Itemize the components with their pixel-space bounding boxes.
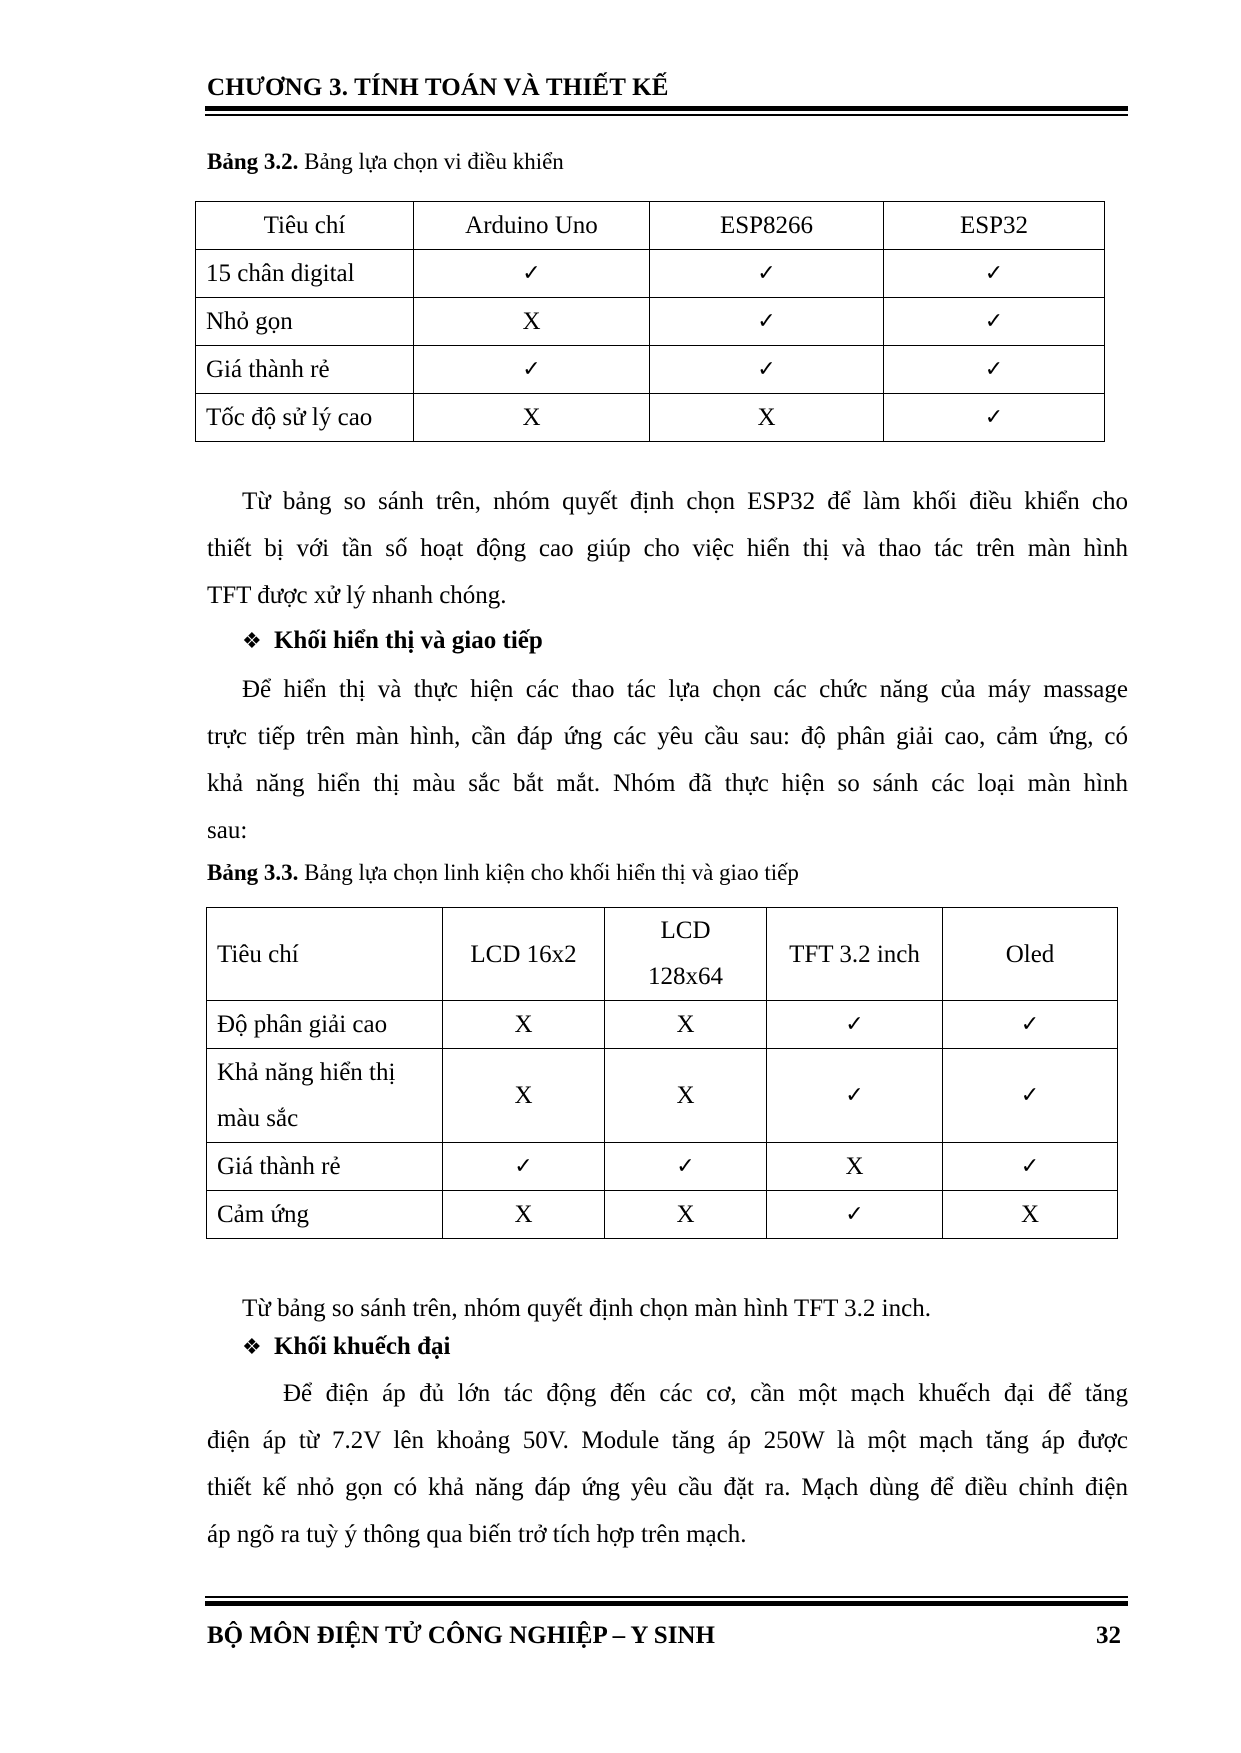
column-header: Tiêu chí xyxy=(207,908,443,1001)
row-criterion: Tốc độ sử lý cao xyxy=(196,394,414,442)
row-criterion: Nhỏ gọn xyxy=(196,298,414,346)
check-icon: ✓ xyxy=(884,346,1105,394)
paragraph-tft-choice: Từ bảng so sánh trên, nhóm quyết định chọn màn hình TFT 3.2 inch. xyxy=(242,1295,931,1322)
column-header-lcd-128x64 xyxy=(605,908,767,1001)
cross-mark: X xyxy=(767,1143,943,1191)
check-icon: ✓ xyxy=(650,346,884,394)
page-number: 32 xyxy=(1096,1622,1121,1649)
check-icon: ✓ xyxy=(767,1191,943,1239)
criterion-line: Khả năng hiển thị xyxy=(217,1058,396,1086)
table2-caption-label: Bảng 3.3. xyxy=(207,860,299,885)
cross-mark: X xyxy=(943,1191,1118,1239)
row-criterion: 15 chân digital xyxy=(196,250,414,298)
check-icon: ✓ xyxy=(767,1049,943,1143)
table-row xyxy=(207,1001,1118,1049)
criterion-line: màu sắc xyxy=(217,1104,299,1132)
cross-mark: X xyxy=(605,1191,767,1239)
table1-caption-label: Bảng 3.2. xyxy=(207,149,299,174)
row-criterion: Giá thành rẻ xyxy=(207,1143,443,1191)
column-header: TFT 3.2 inch xyxy=(767,908,943,1001)
cross-mark: X xyxy=(443,1191,605,1239)
table-row xyxy=(207,1143,1118,1191)
text-line: trực tiếp trên màn hình, cần đáp ứng các yêu cầu sau: độ phân giải cao, cảm ứng, có xyxy=(207,723,1128,750)
column-header: Arduino Uno xyxy=(414,202,650,250)
cross-mark: X xyxy=(650,394,884,442)
column-header: LCD 16x2 xyxy=(443,908,605,1001)
header-line: LCD xyxy=(660,917,711,944)
text-line: Để hiển thị và thực hiện các thao tác lựa chọn các chức năng của máy massage xyxy=(242,676,1128,703)
check-icon: ✓ xyxy=(767,1001,943,1049)
text-line: áp ngõ ra tuỳ ý thông qua biến trở tích hợp trên mạch. xyxy=(207,1521,747,1548)
text-line: Để điện áp đủ lớn tác động đến các cơ, cần một mạch khuếch đại để tăng xyxy=(283,1380,1128,1407)
paragraph-display-requirements xyxy=(207,666,1128,854)
table-row xyxy=(196,298,1105,346)
row-criterion: Độ phân giải cao xyxy=(207,1001,443,1049)
check-icon: ✓ xyxy=(884,250,1105,298)
table-row xyxy=(196,346,1105,394)
paragraph-amplifier xyxy=(207,1370,1128,1558)
diamond-bullet-icon: ❖ xyxy=(242,1335,262,1360)
row-criterion: Giá thành rẻ xyxy=(196,346,414,394)
text-line: thiết bị với tần số hoạt động cao giúp cho việc hiển thị và thao tác trên màn hình xyxy=(207,535,1128,562)
display-component-table xyxy=(206,907,1118,1239)
cross-mark: X xyxy=(414,298,650,346)
header-rule-thick xyxy=(205,106,1128,111)
check-icon: ✓ xyxy=(443,1143,605,1191)
table-row xyxy=(196,250,1105,298)
paragraph-esp32-choice xyxy=(207,478,1128,619)
cross-mark: X xyxy=(443,1001,605,1049)
check-icon: ✓ xyxy=(884,298,1105,346)
table-header-row xyxy=(207,908,1118,1001)
table2-caption-text: Bảng lựa chọn linh kiện cho khối hiển thị và giao tiếp xyxy=(304,860,799,885)
table2-caption xyxy=(207,860,799,886)
row-criterion xyxy=(207,1049,443,1143)
row-criterion: Cảm ứng xyxy=(207,1191,443,1239)
table-row xyxy=(207,1191,1118,1239)
table-row xyxy=(207,1049,1118,1143)
check-icon: ✓ xyxy=(943,1001,1118,1049)
section-heading-display xyxy=(242,627,543,655)
page-header-title: CHƯƠNG 3. TÍNH TOÁN VÀ THIẾT KẾ xyxy=(207,74,669,101)
text-line: thiết kế nhỏ gọn có khả năng đáp ứng yêu cầu đặt ra. Mạch dùng để điều chỉnh điện xyxy=(207,1474,1128,1501)
footer-rule-thick xyxy=(205,1601,1128,1606)
table1-caption-text: Bảng lựa chọn vi điều khiển xyxy=(304,149,564,174)
check-icon: ✓ xyxy=(605,1143,767,1191)
text-line: sau: xyxy=(207,817,248,844)
check-icon: ✓ xyxy=(943,1143,1118,1191)
section-heading-amplifier xyxy=(242,1333,450,1361)
cross-mark: X xyxy=(605,1049,767,1143)
header-rule-thin xyxy=(205,114,1128,116)
check-icon: ✓ xyxy=(650,250,884,298)
text-line: khả năng hiển thị màu sắc bắt mắt. Nhóm đã thực hiện so sánh các loại màn hình xyxy=(207,770,1128,797)
check-icon: ✓ xyxy=(943,1049,1118,1143)
diamond-bullet-icon: ❖ xyxy=(242,629,262,654)
cross-mark: X xyxy=(605,1001,767,1049)
check-icon: ✓ xyxy=(884,394,1105,442)
check-icon: ✓ xyxy=(650,298,884,346)
column-header: Tiêu chí xyxy=(196,202,414,250)
table-row xyxy=(196,394,1105,442)
table1-caption xyxy=(207,149,564,175)
text-line: điện áp từ 7.2V lên khoảng 50V. Module tăng áp 250W là một mạch tăng áp được xyxy=(207,1427,1128,1454)
cross-mark: X xyxy=(414,394,650,442)
section-title: Khối khuếch đại xyxy=(273,1333,451,1360)
section-title: Khối hiển thị và giao tiếp xyxy=(273,627,543,654)
table-header-row xyxy=(196,202,1105,250)
column-header: ESP8266 xyxy=(650,202,884,250)
text-line: TFT được xử lý nhanh chóng. xyxy=(207,582,507,609)
cross-mark: X xyxy=(443,1049,605,1143)
microcontroller-table xyxy=(195,201,1105,442)
column-header: Oled xyxy=(943,908,1118,1001)
check-icon: ✓ xyxy=(414,346,650,394)
text-line: Từ bảng so sánh trên, nhóm quyết định chọn ESP32 để làm khối điều khiển cho xyxy=(242,488,1128,515)
column-header: ESP32 xyxy=(884,202,1105,250)
footer-rule-thin xyxy=(205,1596,1128,1598)
header-line: 128x64 xyxy=(648,963,723,990)
footer-department: BỘ MÔN ĐIỆN TỬ CÔNG NGHIỆP – Y SINH xyxy=(207,1622,715,1649)
check-icon: ✓ xyxy=(414,250,650,298)
